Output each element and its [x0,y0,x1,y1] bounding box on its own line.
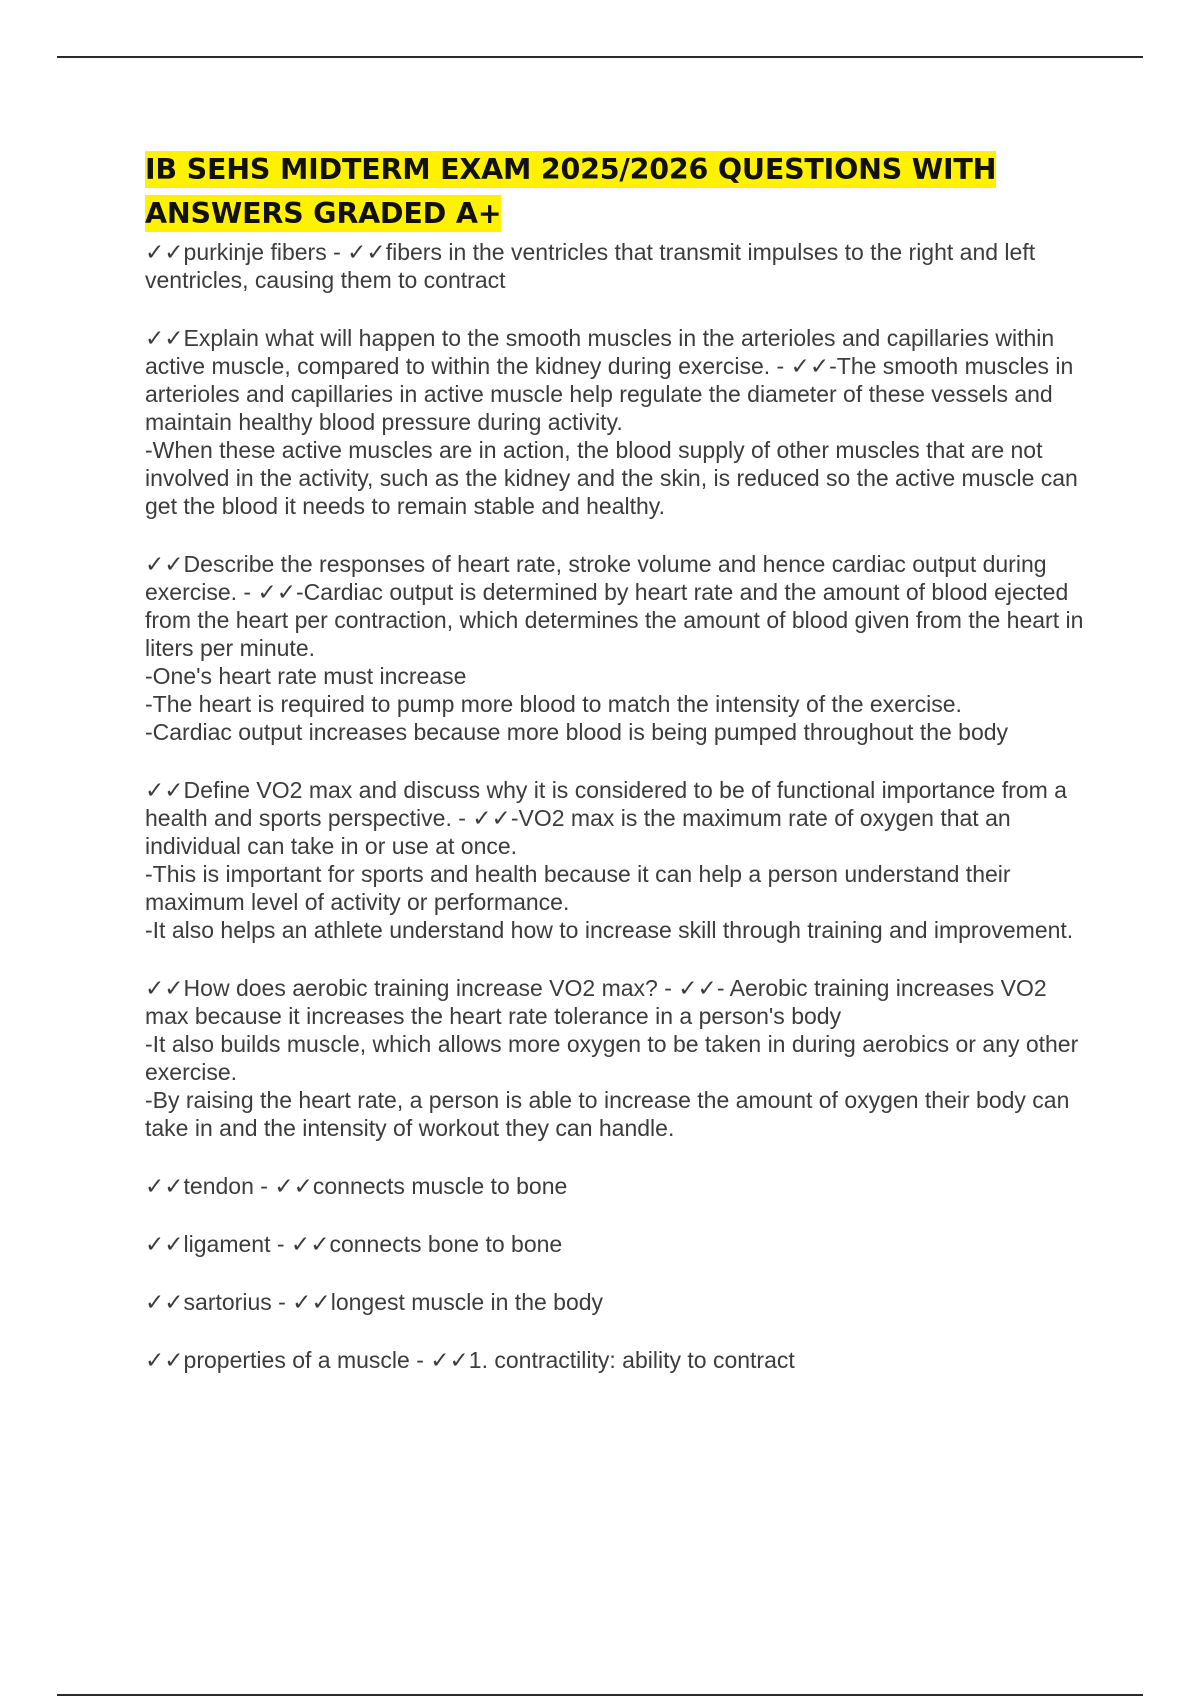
document-title-text: IB SEHS MIDTERM EXAM 2025/2026 QUESTIONS WITH ANSWERS GRADED A+ [145,153,997,230]
qa-entry-aerobic-training: ✓✓How does aerobic training increase VO2 max? - ✓✓- Aerobic training increases VO2 max because it increases the heart rate tolerance in a person's body -It also builds muscle, which allows more oxygen to be taken in during aerobics or any other exercise. -By raising the heart rate, a person is able to increase the amount of oxygen their body can take in and the intensity of workout they can handle. [145,975,1079,1141]
qa-entry-vo2-max: ✓✓Define VO2 max and discuss why it is considered to be of functional importance from a health and sports perspective. - ✓✓-VO2 max is the maximum rate of oxygen that an individual can take in or use at once. -This is important for sports and health because it can help a person understand their maximum level of activity or performance. -It also helps an athlete understand how to increase skill through training and improvement. [145,777,1074,943]
qa-entry-cardiac-output: ✓✓Describe the responses of heart rate, stroke volume and hence cardiac output during exercise. - ✓✓-Cardiac output is determined by heart rate and the amount of blood ejected from the heart per contraction, which determines the amount of blood given from the heart in liters per minute. -One's heart rate must increase -The heart is required to pump more blood to match the intensity of the exercise. -Cardiac output increases because more blood is being pumped throughout the body [145,551,1084,745]
qa-entry-muscle-properties: ✓✓properties of a muscle - ✓✓1. contractility: ability to contract [145,1347,795,1373]
qa-entry-tendon: ✓✓tendon - ✓✓connects muscle to bone [145,1173,568,1199]
qa-entry-purkinje-fibers: ✓✓purkinje fibers - ✓✓fibers in the ventricles that transmit impulses to the right and left ventricles, causing them to contract [145,239,1036,293]
top-rule [57,56,1143,58]
qa-entry-ligament: ✓✓ligament - ✓✓connects bone to bone [145,1231,563,1257]
qa-entry-smooth-muscles: ✓✓Explain what will happen to the smooth muscles in the arterioles and capillaries within active muscle, compared to within the kidney during exercise. - ✓✓-The smooth muscles in arterioles and capillaries in active muscle help regulate the diameter of these vessels and maintain healthy blood pressure during activity. -When these active muscles are in action, the blood supply of other muscles that are not involved in the activity, such as the kidney and the skin, is reduced so the active muscle can get the blood it needs to remain stable and healthy. [145,325,1078,519]
qa-entry-sartorius: ✓✓sartorius - ✓✓longest muscle in the body [145,1289,604,1315]
document-body [145,148,1095,1404]
bottom-rule [57,1694,1143,1696]
document-title [145,148,1095,236]
